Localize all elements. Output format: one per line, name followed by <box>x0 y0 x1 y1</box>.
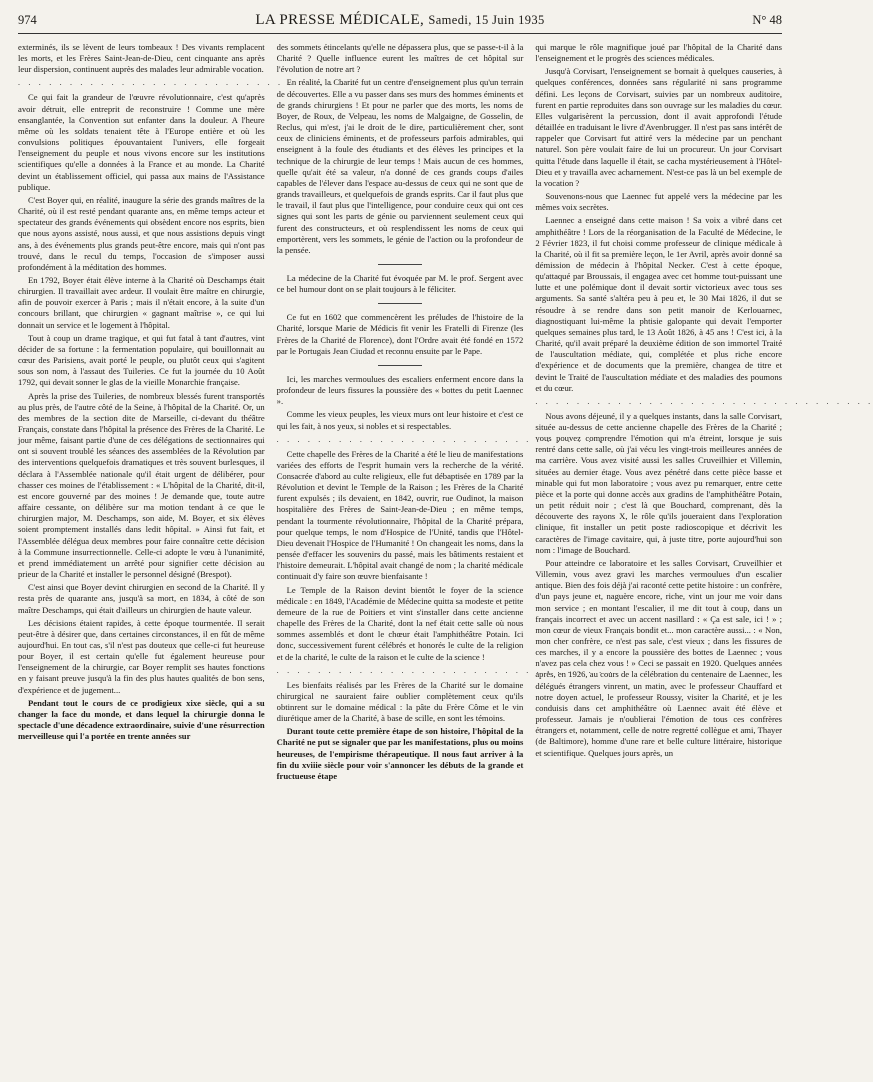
column-left <box>18 42 356 1078</box>
section-separator: . . . . . . . . . . . . . . . . . . . . . . . . . . . . . . . . . <box>535 396 873 406</box>
paragraph: Pour atteindre ce laboratoire et les salles Corvisart, Cruveilhier et Villemin, vous avez gravi les marches vermoulues d'un escalier antique. Bien des fois déjà j'ai raconté cette petite histoire : un confrère, d'un pays jeune et, naguère encore, riche, vint un jour me voir dans mon service ; en montant l'escalier, il me dit tout à coup, dans un français incorrect et avec un accent nasillard : « Ça est sale, ici ! » ; mon cœur de vieux Français bondit et... mon caractère aussi... : « Non, mon cher confrère, ce n'est pas sale, c'est vieux ; dans les fissures de ces marches, il y a encore la poussière des bottes de Laennec ; vous n'avez pas cela chez vous ! » Ceci se passait en 1920. Quelques années après, en 1926, au cours de la célébration du centenaire de Laennec, les délégués étrangers vinrent, un matin, avec le professeur Chauffard et notre doyen actuel, le professeur Roussy, visiter la Charité, et je les conduisis dans cet amphithéâtre où Laennec avait été élève et professeur. Jamais je n'oublierai l'émotion de tous ces confrères étrangers et, notamment, celle de notre regretté collègue et ami, Thayer (de Baltimore), homme d'une rare et belle culture littéraire, historique et scientifique. Quelques jours après, un <box>535 557 783 758</box>
paragraph: C'est ainsi que Boyer devint chirurgien en second de la Charité. Il y resta près de quarante ans, jusqu'à sa mort, en 1834, à côté de son maître Deschamps, qui était d'ailleurs un chirurgien de haute valeur. <box>18 582 265 615</box>
section-rule <box>378 365 422 366</box>
paragraph: qui marque le rôle magnifique joué par l'hôpital de la Charité dans l'enseignement et le progrès des sciences médicales. <box>535 42 783 64</box>
column-middle <box>276 42 615 1078</box>
page-number: 974 <box>18 13 37 27</box>
journal-title-line <box>78 12 722 29</box>
section-rule <box>378 264 422 265</box>
paragraph: Laennec a enseigné dans cette maison ! Sa voix a vibré dans cet amphithéâtre ! Lors de la réorganisation de la Faculté de Médecine, le 2 Février 1823, il fut choisi comme professeur de clinique médicale à la Charité, où il fit sa première leçon, le 1er Avril, après avoir donné sa démission de médecin à l'hôpital Necker. C'est à cette époque, qu'attaqué par Broussais, il engagea avec cet homme tout-puissant une lutte et une polémique dont il devait sortir victorieux avec tous ses arguments. Sa santé s'altéra peu à peu et, le 30 Mai 1826, il dut se résoudre à se rendre dans son petit manoir de Kerlouarnec, diagnostiquant lui-même la phtisie galopante qui devait l'emporter quelques semaines plus tard, le 13 Août 1826, à 45 ans ! C'est ici, à la Charité, qu'il avait préparé la deuxième édition de son immortel Traité de l'auscultation médiate, qui, complétée et plus riche encore d'expérience et de documents que la première, changea de titre et devint le Traité de l'auscultation médiate et des maladies des poumons et du cœur. <box>535 215 783 393</box>
paragraph: Ici, les marches vermoulues des escaliers enferment encore dans la profondeur de leurs fissures la poussière des « bottes du petit Laennec ». <box>276 373 524 407</box>
paragraph: des sommets étincelants qu'elle ne dépassera plus, que se passe-t-il à la Charité ? Quelle influence eurent les maîtres de cet hôpital sur l'évolution de notre art ? <box>276 42 524 75</box>
section-separator: . . . . . . . . . . . . . . . . . . . . . . . . . . . . . . . . . <box>276 665 615 675</box>
paragraph: Comme les vieux peuples, les vieux murs ont leur histoire et c'est ce qui les fait, à nos yeux, si nobles et si respectables. <box>276 409 524 431</box>
paragraph: Nous avons déjeuné, il y a quelques instants, dans la salle Corvisart, située au-dessus de cette ancienne chapelle des Frères de la Charité ; vous pouvez comprendre l'émotion qui m'a étreint, lorsque je suis rentré dans cette salle, où j'ai vécu les vingt-trois meilleures années de ma carrière. Vous avez visité aussi les salles Cruveilhier et Villemin, situées au dernier étage. Vous avez pénétré dans cette pièce basse et minable qui fut mon laboratoire ; vous avez pu remarquer, entre cette pièce et la porte qui donne accès aux gradins de l'amphithéâtre Potain, un petit réduit noir ; c'est là que Bouchard, comprenant, dès la découverte des rayons X, le rôle qu'ils joueraient dans l'exploration clinique, fit installer un petit poste radioscopique et décrivit les caractères de l'image cavitaire, qui, à juste titre, porte aujourd'hui son nom : l'image de Bouchard. <box>535 410 783 555</box>
section-rule <box>378 303 422 304</box>
paragraph: Le Temple de la Raison devint bientôt le foyer de la science médicale : en 1849, l'Académie de Médecine quitta sa modeste et petite demeure de la rue de Poitiers et vint s'installer dans cette ancienne chapelle des Frères de la Charité, dont la nef était cette salle où nous sommes assemblés et dont le chœur était l'amphithéâtre Potain. Ici donc, successivement furent célébrés et honorés le culte de la religion et de la charité, le culte de la raison et le culte de la science ! <box>276 584 524 662</box>
paragraph: Ce fut en 1602 que commencèrent les préludes de l'histoire de la Charité, lorsque Marie de Médicis fit venir les Fratelli di Firenze (les Frères de la Charité de Florence), dont l'Ordre avait été fondé en 1572 par le Portugais Jean Ciudad et reconnu ensuite par le Pape. <box>276 312 524 356</box>
paragraph: Cette chapelle des Frères de la Charité a été le lieu de manifestations variées des efforts de l'esprit humain vers la recherche de la vérité. Consacrée d'abord au culte religieux, elle fut débaptisée en 1789 par la Révolution et devint le Temple de la Raison ; les Frères de la Charité furent expulsés ; ils devaient, en 1842, ouvrir, rue Oudinot, la maison hospitalière des Frères de Saint-Jean-de-Dieu ; en même temps, pendant la tourmente révolutionnaire, l'hôpital de la Charité prépara, pour quelque temps, le nom d'Hospice de l'Unité, tandis que l'Hôtel-Dieu devenait l'Hospice de l'Humanité ! On changeait les noms, dans la pensée d'effacer les souvenirs du passé, mais les bâtiments restaient et l'histoire demeurait. L'hôpital avait changé de nom ; la charité médicale continuait d'y faire son œuvre bienfaisante ! <box>276 448 524 582</box>
page-header <box>18 12 782 34</box>
issue-number: N° 48 <box>752 13 782 27</box>
paragraph: Ce qui fait la grandeur de l'œuvre révolutionnaire, c'est qu'après avoir détruit, elle entreprit de reconstruire ! Comme une mère ensanglantée, la Convention sut enfanter dans la douleur. A l'heure même où les soldats tenaient tête à l'Europe entière et où les convulsions politiques épouvantaient l'univers, elle forgeait l'enseignement du peuple et nous vivons encore sur les institutions scientifiques qu'elle a données à la France et au monde. La Charité devint un établissement officiel, qui passa aux mains de l'Assistance publique. <box>18 92 265 192</box>
paragraph: Tout à coup un drame tragique, et qui fut fatal à tant d'autres, vint décider de sa fortune : la fermentation populaire, qui bouillonnait au cœur des Parisiens, avait porté le peuple, ou plutôt ceux qui s'agitent sous son nom, à l'assaut des Tuileries. Ce fut la journée du 10 Août 1792, qui devait sonner le glas de la vieille Monarchie française. <box>18 332 265 388</box>
issue-date: Samedi, 15 Juin 1935 <box>428 13 545 27</box>
paragraph: Après la prise des Tuileries, de nombreux blessés furent transportés au plus près, de l'autre côté de la Seine, à l'hôpital de la Charité. Or, un des membres de la section dite de Marseille, ci-devant du théâtre Français, constate dans l'hôpital la présence des Frères de la Charité. Le jour même, faisant partie d'une de ces délégations de sectionnaires qui ont si souvent troublé les séances des assemblées de la Révolution par des interventions quelquefois dramatiques et très souvent burlesques, il déclara à l'Assemblée nationale qu'il était urgent de délibérer, pour chasser ces moines de l'établissement : « L'hôpital de la Charité, dit-il, est encore gouverné par des moines ! Je demande que, toute autre affaire cessante, on délibère sur ma motion tendant à ce que le chirurgien major, M. Deschamps, son aide, M. Boyer, et six élèves soient promptement installés dans ledit hôpital. » Ainsi fut fait, et l'Assemblée délégua deux membres pour faire connaître cette décision à la Commune insurrectionnelle. Celle-ci adopte le vœu à l'unanimité, et prend immédiatement un arrêté pour signifier cette décision au prieur de la Charité et installer le personnel désigné (Brespot). <box>18 390 265 580</box>
paragraph: C'est Boyer qui, en réalité, inaugure la série des grands maîtres de la Charité, où il est resté pendant quarante ans, en même temps acteur et spectateur des grands événements qui obsèdent encore nos esprits, bien que nous ayons assisté, nous aussi, et que nous assistions depuis vingt ans, à des événements plus grands peut-être encore, mais qui n'ont pas trouvé, dans le recul du temps, l'occasion de s'imposer aussi profondément à la méditation des hommes. <box>18 194 265 272</box>
paragraph: Les décisions étaient rapides, à cette époque tourmentée. Il serait peut-être à désirer que, dans certaines circonstances, il en fût de même aujourd'hui. En tout cas, s'il n'est pas douteux que celle-ci fut heureuse pour Boyer, il est certain qu'elle fut également heureuse pour l'enseignement de la chirurgie, car Boyer remplit ses hautes fonctions en y faisant preuve jusqu'à la fin des plus hautes qualités de bon sens, d'expérience et de jugement... <box>18 617 265 695</box>
paragraph: En réalité, la Charité fut un centre d'enseignement plus qu'un terrain de découvertes. Elle a vu passer dans ses murs des hommes éminents et de grands chirurgiens ! Et pour ne parler que des morts, les noms de Boyer, de Roux, de Velpeau, les noms de Malgaigne, de Gosselin, de Reclus, qui m'est, j'ai le droit de le dire, particulièrement cher, sont ceux de cliniciens éminents, et de professeurs parfois admirables, qui enseignent à la foule des étudiants et des élèves les principes et la technique de la chirurgie de leur temps ! Mais aucun de ces hommes, quelle qu'ait été sa valeur, n'a donné de ces grands coups d'ailes capables de l'élever dans l'espace au-dessus de ceux qui ne sont que de grands travailleurs, et quelquefois de grands esprits. Car il faut plus que le travail, il faut plus que l'intelligence, pour conduire ceux qui ont ces signes qui sont les parts de génie ou parviennent seulement ceux qui furent des constructeurs, et où resplendissent les noms de ceux qui emportèrent, vers les sommets, le génie de l'action ou la profondeur de la pensée. <box>276 77 524 255</box>
journal-name: LA PRESSE MÉDICALE, <box>255 12 425 28</box>
paragraph: exterminés, ils se lèvent de leurs tombeaux ! Des vivants remplacent les morts, et les Frères Saint-Jean-de-Dieu, cent cinquante ans après leur dispersion, continuent auprès des malades leur admirable vocation. <box>18 42 265 75</box>
article-columns <box>18 42 873 1078</box>
paragraph: En 1792, Boyer était élève interne à la Charité où Deschamps était chirurgien. Il travaillait avec ardeur. Il voulait être maître en chirurgie, afin de pouvoir exercer à Paris ; mais il n'était encore, à la suite d'un concours brillant, que chirurgien « gagnant maîtrise », ce qui lui donnait un service et le logement à l'hôpital. <box>18 274 265 330</box>
column-right <box>535 42 873 1078</box>
paragraph: La médecine de la Charité fut évoquée par M. le prof. Sergent avec ce bel humour dont on se plait toujours à le féliciter. <box>276 272 524 295</box>
paragraph: Souvenons-nous que Laennec fut appelé vers la médecine par les mêmes voix secrètes. <box>535 191 783 213</box>
paragraph: Les bienfaits réalisés par les Frères de la Charité sur le domaine chirurgical ne sauraient faire oublier complètement ceux qu'ils obtinrent sur le domaine médical : la pâte du Frère Côme et le vin diurétique amer de la Charité, à base de scille, en sont les témoins. <box>276 679 524 724</box>
paragraph: Durant toute cette première étape de son histoire, l'hôpital de la Charité ne put se signaler que par les manifestations, plus ou moins heureuses, de l'empirisme thérapeutique. Il nous faut arriver à la fin du xviiie siècle pour voir s'annoncer les débuts de la grande et fructueuse étape <box>276 726 524 781</box>
paragraph: Jusqu'à Corvisart, l'enseignement se bornait à quelques causeries, à quelques conférences, données sans régularité ni sans programme défini. Les leçons de Corvisart, suivies par un nombreux auditoire, furent en partie reproduites dans son ouvrage sur les maladies du cœur. Elles vulgarisèrent la percussion, dont il avait approfondi l'étude détaillée en traduisant le livre d'Avenbrugger. Il n'est pas sans intérêt de rappeler que Corvisart fut attiré vers la médecine par un penchant naturel. Son père voulait faire de lui un procureur. Un jour Corvisart quitta l'étude dans laquelle il était, se cacha mystérieusement à l'Hôtel-Dieu et y travailla avec acharnement. N'est-ce pas là un bel exemple de la vocation ? <box>535 66 783 188</box>
paragraph: Pendant tout le cours de ce prodigieux xixe siècle, qui a su changer la face du monde, et dans lequel la chirurgie donna le spectacle d'une décadence extraordinaire, suivie d'une résurrection merveilleuse qui l'a portée en trente années sur <box>18 697 265 742</box>
section-separator: . . . . . . . . . . . . . . . . . . . . . . . . . . . . . . . . . <box>18 78 356 88</box>
section-separator: . . . . . . . . . . . . . . . . . . . . . . . . . . . . . . . . . <box>276 434 615 444</box>
